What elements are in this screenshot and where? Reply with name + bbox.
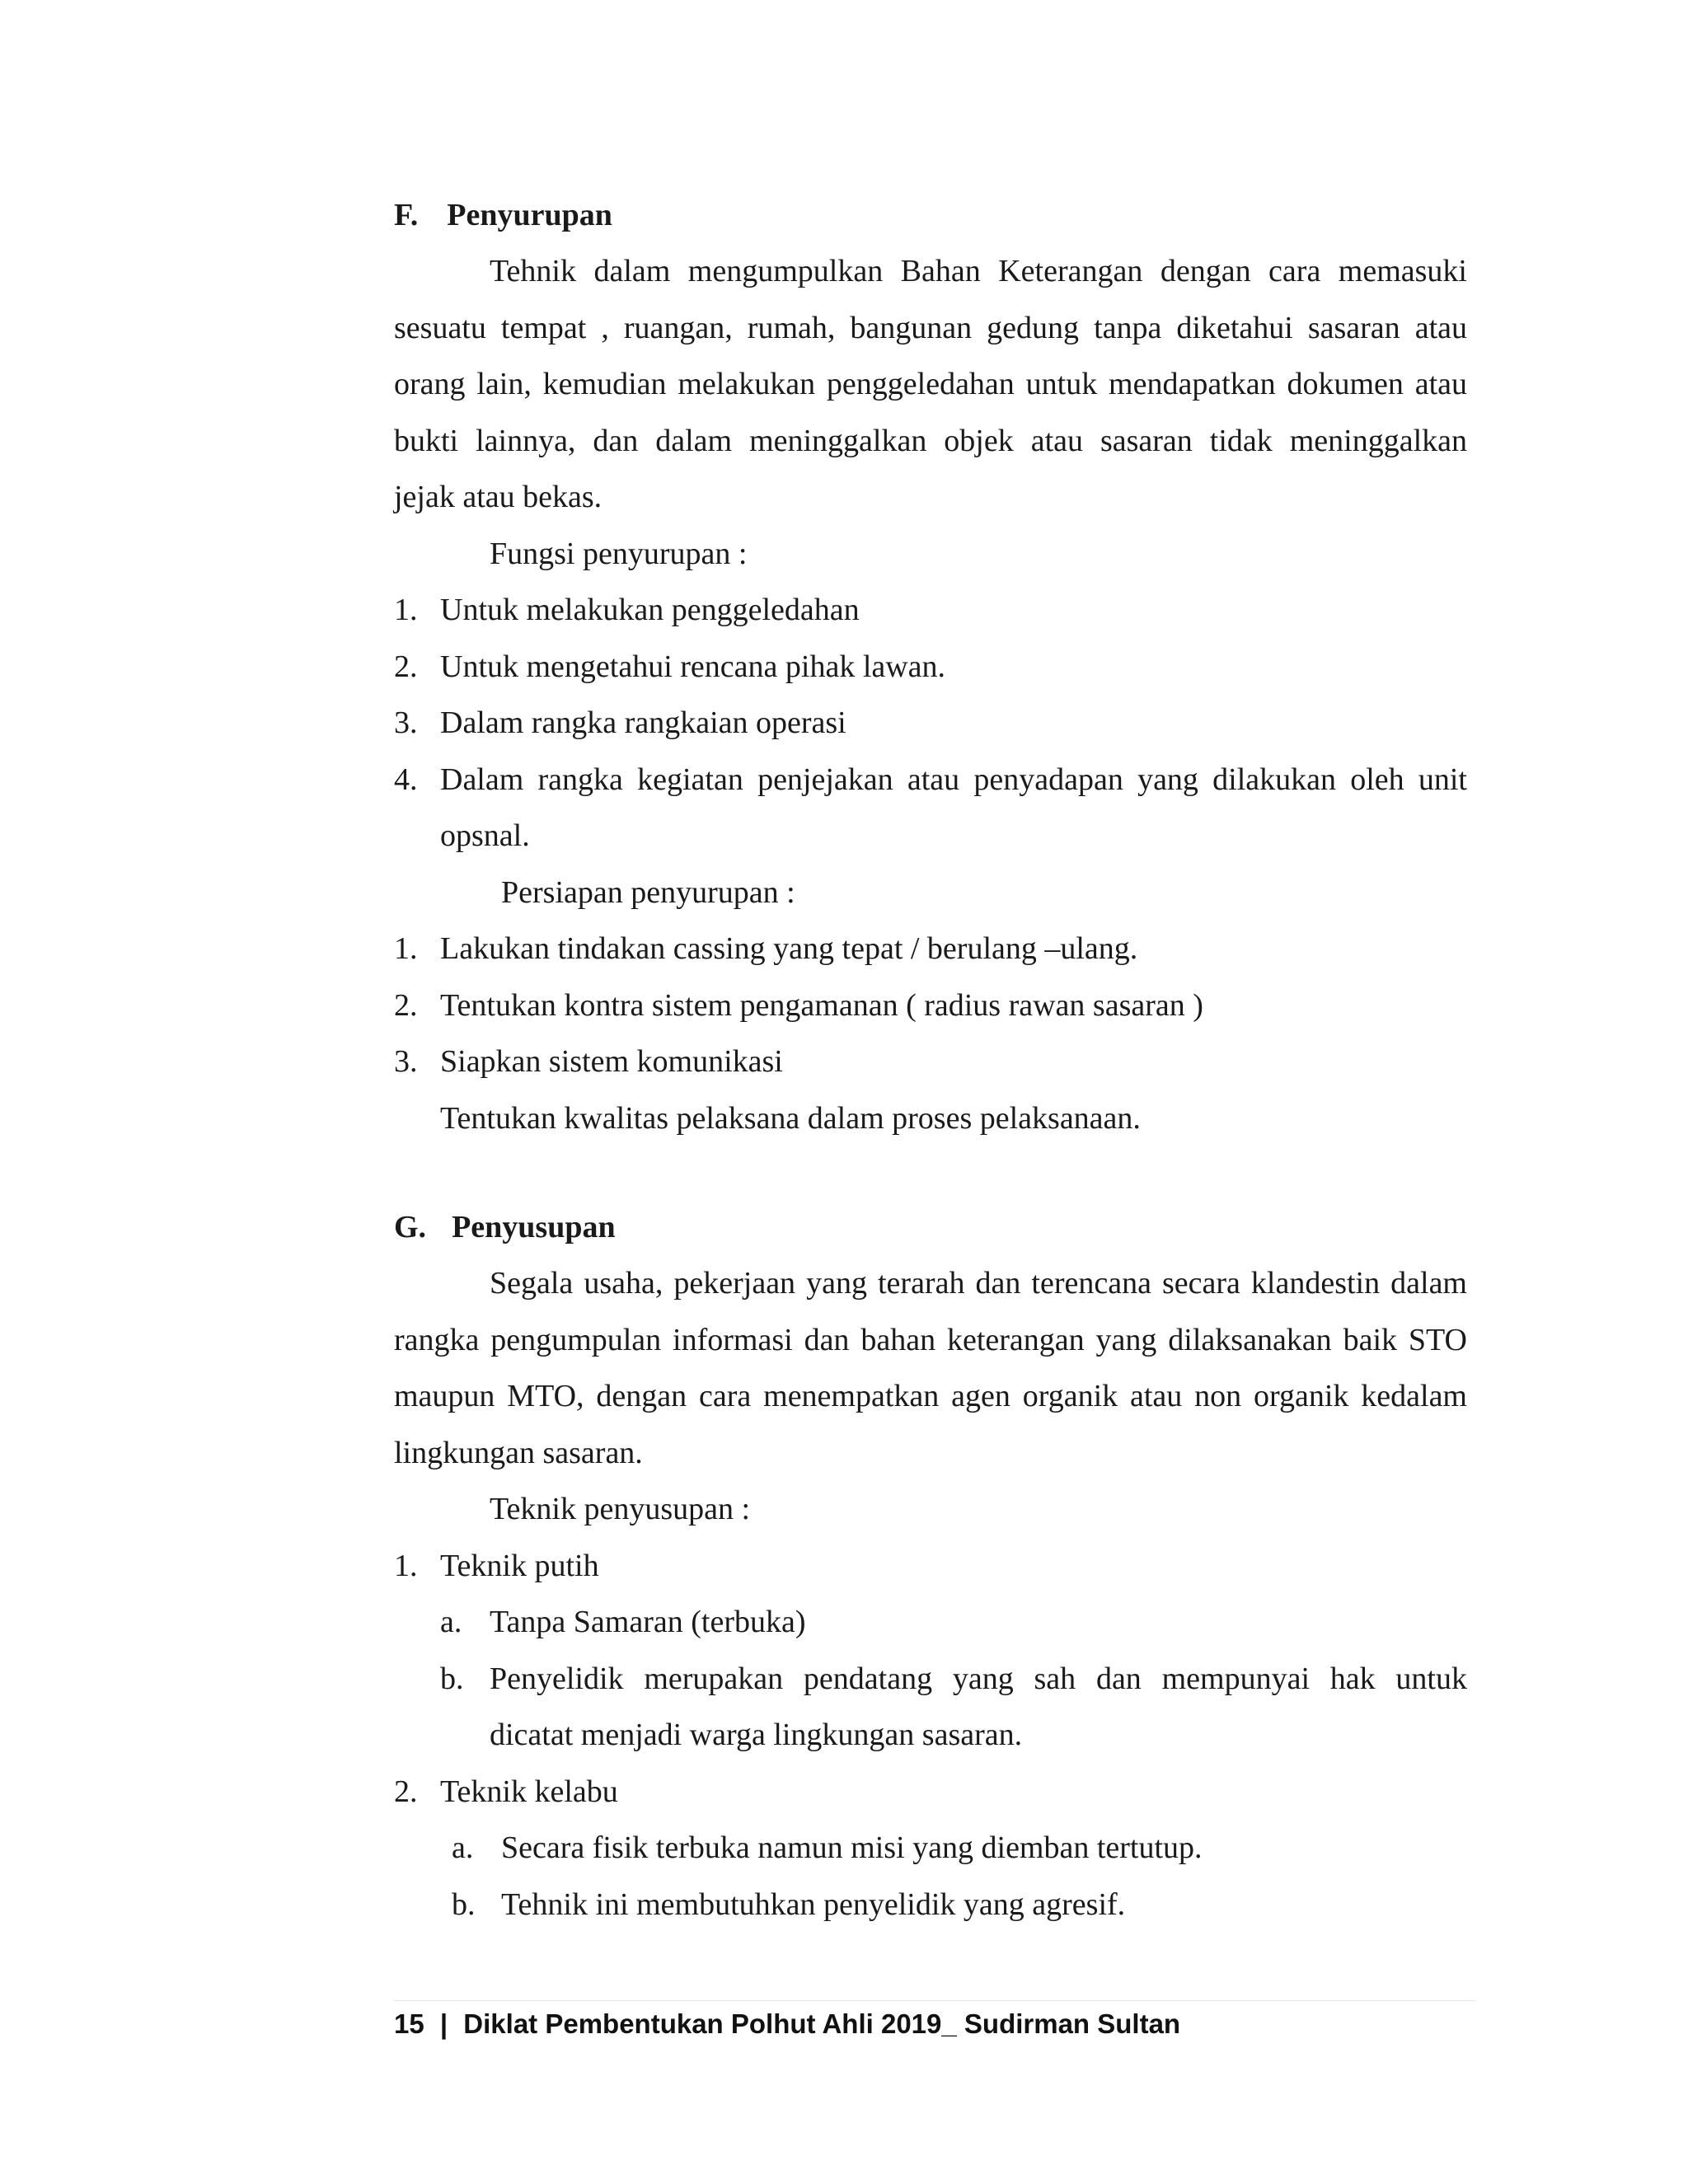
teknik-item-1b-text: Penyelidik merupakan pendatang yang sah dan mempunyai hak untuk bbox=[490, 1661, 1467, 1696]
fungsi-item-4-continuation: opsnal. bbox=[440, 818, 530, 853]
section-f-para-line-1: Tehnik dalam mengumpulkan Bahan Keterangan dengan cara memasuki bbox=[490, 254, 1467, 288]
section-g-para-line-1: Segala usaha, pekerjaan yang terarah dan terencana secara klandestin dalam bbox=[490, 1266, 1467, 1301]
teknik-label: Teknik penyusupan : bbox=[490, 1492, 751, 1526]
section-f-para-line-5: jejak atau bekas. bbox=[394, 480, 603, 514]
fungsi-item-3-number: 3. bbox=[394, 705, 418, 740]
persiapan-label: Persiapan penyurupan : bbox=[501, 875, 795, 910]
teknik-item-2-number: 2. bbox=[394, 1774, 418, 1809]
teknik-item-1b-letter: b. bbox=[440, 1661, 464, 1696]
section-g-title: Penyusupan bbox=[452, 1210, 616, 1244]
section-f-para-line-2: sesuatu tempat , ruangan, rumah, bangunan gedung tanpa diketahui sasaran atau bbox=[394, 311, 1467, 345]
section-g-para-line-2: rangka pengumpulan informasi dan bahan keterangan yang dilaksanakan baik STO bbox=[394, 1323, 1467, 1357]
section-f-letter: F. bbox=[394, 198, 419, 232]
footer-page-number: 15 bbox=[394, 2008, 424, 2039]
persiapan-item-3-text: Siapkan sistem komunikasi bbox=[440, 1044, 783, 1079]
persiapan-item-2-number: 2. bbox=[394, 988, 418, 1023]
section-g-para-line-3: maupun MTO, dengan cara menempatkan agen organik atau non organik kedalam bbox=[394, 1379, 1467, 1413]
fungsi-item-2-text: Untuk mengetahui rencana pihak lawan. bbox=[440, 649, 946, 684]
section-f-para-line-3: orang lain, kemudian melakukan penggeledahan untuk mendapatkan dokumen atau bbox=[394, 367, 1467, 401]
fungsi-item-4-text: Dalam rangka kegiatan penjejakan atau penyadapan yang dilakukan oleh unit bbox=[440, 762, 1467, 797]
teknik-item-1a-text: Tanpa Samaran (terbuka) bbox=[490, 1605, 806, 1639]
persiapan-item-1-number: 1. bbox=[394, 931, 418, 966]
teknik-item-2b-letter: b. bbox=[452, 1887, 476, 1922]
teknik-item-2a-letter: a. bbox=[452, 1830, 474, 1865]
teknik-item-1a-letter: a. bbox=[440, 1605, 462, 1639]
fungsi-item-4-number: 4. bbox=[394, 762, 418, 797]
page-footer bbox=[394, 2006, 1180, 2042]
fungsi-label: Fungsi penyurupan : bbox=[490, 537, 748, 571]
section-f-title: Penyurupan bbox=[447, 198, 612, 232]
fungsi-item-3-text: Dalam rangka rangkaian operasi bbox=[440, 705, 846, 740]
teknik-item-2-text: Teknik kelabu bbox=[440, 1774, 618, 1809]
footer-divider bbox=[394, 2000, 1475, 2001]
persiapan-item-1-text: Lakukan tindakan cassing yang tepat / berulang –ulang. bbox=[440, 931, 1138, 966]
section-g-letter: G. bbox=[394, 1210, 427, 1244]
footer-text: Diklat Pembentukan Polhut Ahli 2019_ Sudirman Sultan bbox=[463, 2008, 1181, 2039]
footer-separator: | bbox=[439, 2008, 448, 2039]
section-g-heading bbox=[394, 1208, 616, 1246]
fungsi-item-1-text: Untuk melakukan penggeledahan bbox=[440, 593, 860, 627]
persiapan-tail-text: Tentukan kwalitas pelaksana dalam proses pelaksanaan. bbox=[440, 1101, 1141, 1136]
section-f-heading bbox=[394, 196, 612, 234]
teknik-item-1-number: 1. bbox=[394, 1549, 418, 1583]
persiapan-item-2-text: Tentukan kontra sistem pengamanan ( radius rawan sasaran ) bbox=[440, 988, 1203, 1023]
teknik-item-1b-continuation: dicatat menjadi warga lingkungan sasaran. bbox=[490, 1718, 1023, 1752]
fungsi-item-2-number: 2. bbox=[394, 649, 418, 684]
teknik-item-2a-text: Secara fisik terbuka namun misi yang diemban tertutup. bbox=[501, 1830, 1203, 1865]
section-f-para-line-4: bukti lainnya, dan dalam meninggalkan objek atau sasaran tidak meninggalkan bbox=[394, 424, 1467, 458]
section-g-para-line-4: lingkungan sasaran. bbox=[394, 1436, 643, 1470]
teknik-item-2b-text: Tehnik ini membutuhkan penyelidik yang agresif. bbox=[501, 1887, 1126, 1922]
teknik-item-1-text: Teknik putih bbox=[440, 1549, 599, 1583]
persiapan-item-3-number: 3. bbox=[394, 1044, 418, 1079]
fungsi-item-1-number: 1. bbox=[394, 593, 418, 627]
